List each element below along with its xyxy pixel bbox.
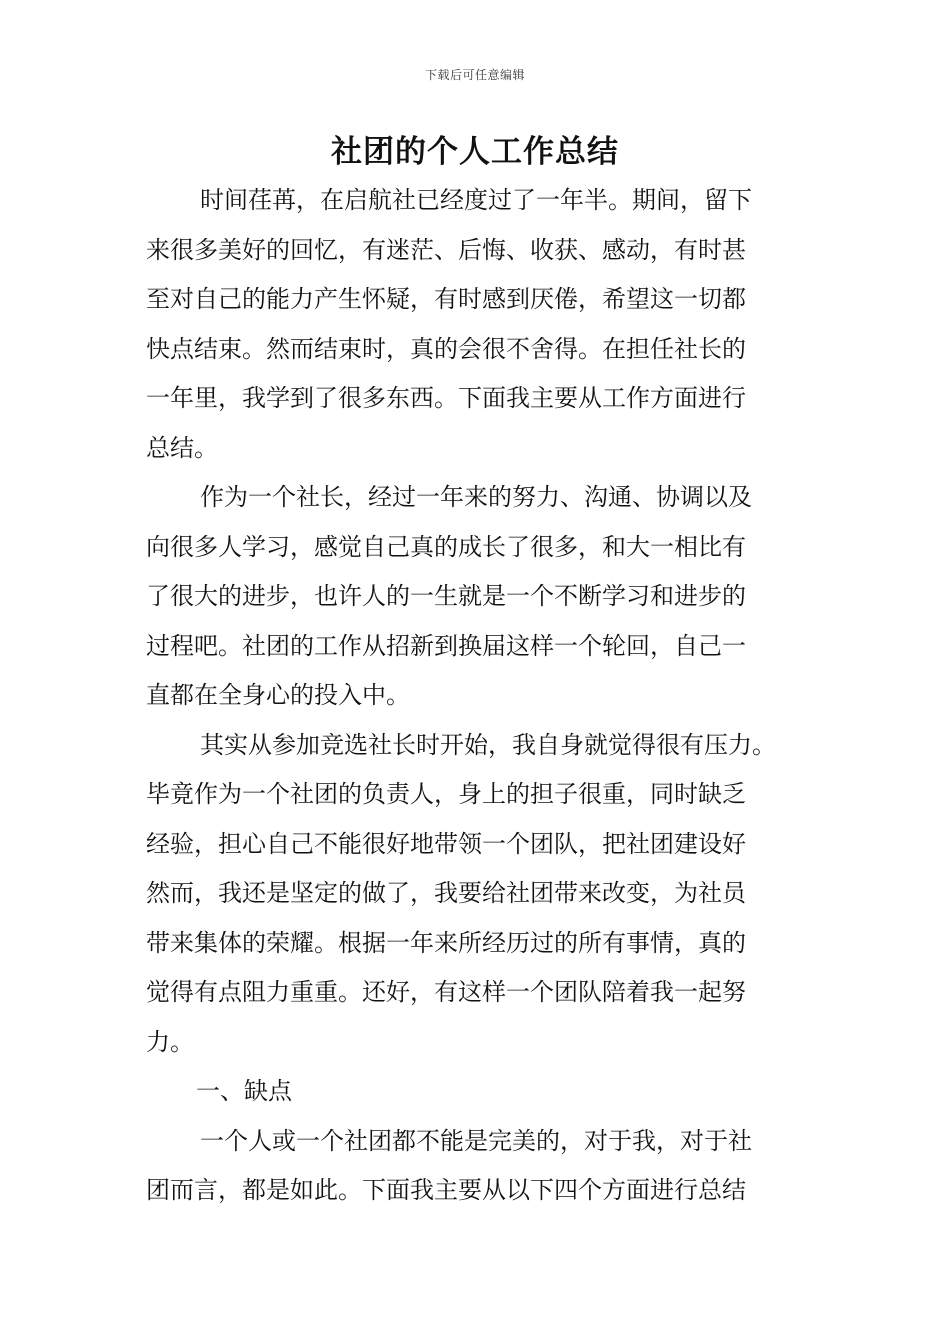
document-body xyxy=(146,176,810,1216)
paragraph-line: 毕竟作为一个社团的负责人，身上的担子很重，同时缺乏 xyxy=(146,780,746,808)
section-heading: 一、缺点 xyxy=(196,1077,292,1105)
paragraph-line: 一年里，我学到了很多东西。下面我主要从工作方面进行 xyxy=(146,384,746,412)
paragraph-line: 向很多人学习，感觉自己真的成长了很多，和大一相比有 xyxy=(146,532,746,561)
paragraph-line: 带来集体的荣耀。根据一年来所经历过的所有事情，真的 xyxy=(146,928,746,957)
paragraph-line: 直都在全身心的投入中。 xyxy=(146,681,410,709)
paragraph-line: 时间荏苒，在启航社已经度过了一年半。期间，留下 xyxy=(200,186,752,214)
paragraph-line: 一个人或一个社团都不能是完美的，对于我，对于社 xyxy=(200,1126,752,1155)
paragraph-line: 团而言，都是如此。下面我主要从以下四个方面进行总结 xyxy=(146,1176,746,1204)
paragraph-line: 经验，担心自己不能很好地带领一个团队，把社团建设好 xyxy=(146,829,746,858)
paragraph-line: 作为一个社长，经过一年来的努力、沟通、协调以及 xyxy=(200,483,752,511)
paragraph-line: 力。 xyxy=(146,1027,194,1056)
paragraph-line: 至对自己的能力产生怀疑，有时感到厌倦，希望这一切都 xyxy=(146,285,746,313)
paragraph-line: 过程吧。社团的工作从招新到换届这样一个轮回，自己一 xyxy=(146,631,746,660)
paragraph-line: 来很多美好的回忆，有迷茫、后悔、收获、感动，有时甚 xyxy=(146,235,746,264)
header-note: 下载后可任意编辑 xyxy=(424,68,525,82)
paragraph-line: 快点结束。然而结束时，真的会很不舍得。在担任社长的 xyxy=(146,334,746,363)
paragraph-line: 然而，我还是坚定的做了，我要给社团带来改变，为社员 xyxy=(146,879,746,907)
paragraph-line: 总结。 xyxy=(146,433,218,462)
paragraph-line: 了很大的进步，也许人的一生就是一个不断学习和进步的 xyxy=(146,582,746,610)
document-title: 社团的个人工作总结 xyxy=(331,134,619,170)
paragraph-line: 其实从参加竞选社长时开始，我自身就觉得很有压力。 xyxy=(200,730,776,759)
paragraph-line: 觉得有点阻力重重。还好，有这样一个团队陪着我一起努 xyxy=(146,978,746,1006)
